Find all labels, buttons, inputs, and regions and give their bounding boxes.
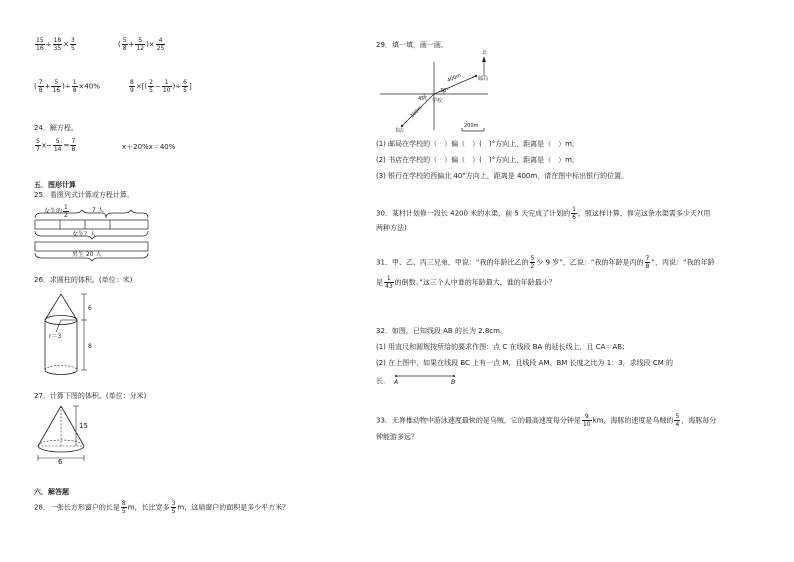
question-25-title: 25．看图列式计算或方程计算。 [34,191,134,199]
question-32-line-4: 长． [376,377,390,385]
question-32-line-1: 32．如图，已知线段 AB 的长为 2.8cm。 [376,327,507,335]
question-26-title: 26．求圆柱的体积。(单位：米) [34,276,133,284]
section-6-title: 六．解答题 [34,488,69,496]
calc-expression-3: ( $\frac{7}{8}$ + $\frac{5}{16}$ )÷ $\frac{1}{8}$ ×40% [34,79,100,94]
equation-1: $\frac{5}{7}$ x− $\frac{5}{14}$ = $\frac{7}{8}$ [36,138,76,153]
brace-top-right [106,210,148,218]
bar-rect [35,220,148,229]
question-27-title: 27．计算下图的体积。(单位：分米) [34,392,147,400]
calc-expression-2: ( $\frac{5}{8}$ + $\frac{5}{12}$ )× $\frac{4}{25}$ [118,37,165,52]
calc-expression-4: $\frac{8}{9}$ ×[( $\frac{2}{5}$ − $\frac{1}{10}$ )÷ $\frac{6}{5}$ ] [130,79,192,94]
dim-diameter: 6 [58,458,63,466]
dim-bottom: 8 [88,343,92,350]
cone-figure [32,402,112,464]
boys-label: 男生 20 人 [72,251,102,258]
question-33-line-1: 33．无脊椎动物中游泳速度最快的是乌贼，它的最高速度每分钟是 $\frac{9}{10}$ km，海豚的速度是乌贼的 $\frac{5}{4}$ ，海豚每分 [376,413,717,428]
question-31-line-2: 是 $\frac{1}{43}$ 的倒数。”这三个人中谁的年龄最大，谁的年龄最小？ [376,275,556,290]
section-5-title: 五．图形计算 [34,181,76,189]
question-28: 28．一张长方形窗户的长是 $\frac{8}{5}$ m，长比宽多 $\frac{3}{5}$ m，这扇窗户的面积是多少平方米？ [34,500,290,515]
plus-7-label: 7 人 [92,207,104,214]
question-33-line-2: 钟能游多远？ [376,433,418,441]
direction-map [378,50,518,134]
angle-45: 45° [418,96,427,102]
north-label: 北 [482,50,488,56]
brace-top [35,210,106,218]
question-29-title: 29．填一填，画一画。 [376,41,448,49]
question-29-line-2: (2) 书店在学校的（ ）偏（ ）( )°方向上，距离是（ ）m。 [376,156,579,164]
dist-400: 400m [446,72,463,84]
point-a-label: A [394,379,399,386]
dim-height: 15 [79,422,88,430]
question-32-line-2: (1) 用直尺和圆规按所给的要求作图：点 C 在线段 BA 的延长线上，且 CA＝AB； [376,343,630,351]
post-office-label: 邮局 [478,76,489,82]
point-b-label: B [451,379,456,386]
scale-label: 200m [464,123,479,129]
bookstore-label: 书店 [394,128,405,134]
question-30-line-2: 两种方法) [376,224,407,232]
girls-x-label: 女生？人 [72,231,97,238]
dim-radius: r＝3 [49,333,62,340]
calc-expression-1: $\frac{15}{16}$ ÷ $\frac{18}{35}$ × $\frac{3}{5}$ [36,37,75,52]
dist-300: 300m [409,104,424,120]
girls-fraction-label: 女生的 $\frac{1}{2}$ [44,204,68,219]
angle-30: 30° [440,88,449,94]
equation-2: x＋20%x＝40% [122,143,176,151]
school-label: 学校 [432,98,443,104]
segment-ab [394,372,464,384]
question-31-line-1: 31．甲、乙、丙三兄弟，甲说：“我的年龄比乙的 $\frac{5}{2}$ 少 9 岁”，乙说：“我的年龄是丙的 $\frac{7}{8}$ ”，丙说：“我的年龄 [376,255,715,270]
question-30-line-1: 30．某村计划修一段长 4200 米的水渠，前 5 天完成了计划的 $\frac{1}{6}$ ，照这样计算，修完这条水渠需多少天?(用 [376,206,711,221]
cone-cylinder-figure [36,288,106,380]
question-24-title: 24．解方程。 [34,124,78,132]
question-32-line-3: (2) 在上图中，如果在线段 BC 上有一点 M，且线段 AM、BM 长度之比为 1：3，求线段 CM 的 [376,359,674,367]
question-29-line-3: (3) 银行在学校的西偏北 40°方向上，距离是 400m，请在图中标出银行的位置。 [376,172,629,180]
dim-top: 6 [88,305,92,312]
question-29-line-1: (1) 邮局在学校的（ ）偏（ ）( )°方向上，距离是（ ）m。 [376,140,579,148]
